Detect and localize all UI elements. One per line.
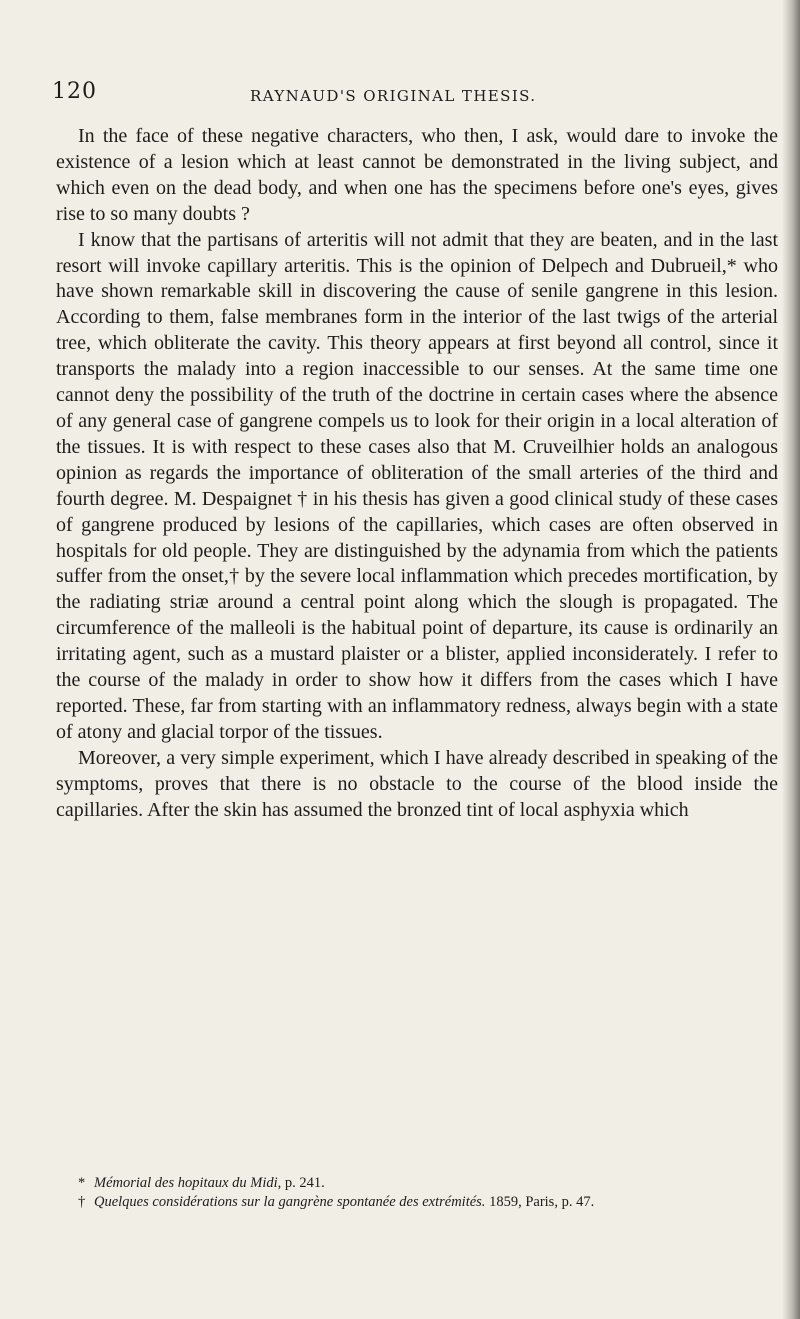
footnote-mark: * — [78, 1175, 86, 1191]
running-title: RAYNAUD'S ORIGINAL THESIS. — [250, 87, 537, 105]
footnotes — [56, 1174, 778, 1212]
paragraph: I know that the partisans of arteritis will not admit that they are beaten, and in the last resort will invoke capillary arteritis. This is the opinion of Delpech and Dubrueil,* who have shown remarkable skill in discovering the cause of senile gangrene in this lesion. According to them, false membranes form in the interior of the last twigs of the arterial tree, which obliterate the cavity. This theory appears at first beyond all control, since it transports the malady into a region inaccessible to our senses. At the same time one cannot deny the possibility of the truth of the doctrine in certain cases where the absence of any general case of gangrene compels us to look for their origin in a local alteration of the tissues. It is with respect to these cases also that M. Cruveilhier holds an analogous opinion as regards the importance of obliteration of the small arteries of the third and fourth degree. M. Despaignet † in his thesis has given a good clinical study of these cases of gangrene produced by lesions of the capillaries, which cases are often observed in hospitals for old people. They are distinguished by the adynamia from which the patients suffer from the onset,† by the severe local inflammation which precedes mortification, by the radiating striæ around a central point along which the slough is propagated. The circumference of the malleoli is the habitual point of departure, its cause is ordinarily an irritating agent, such as a mustard plaister or a blister, applied inconsiderately. I refer to the course of the malady in order to show how it differs from the cases which I have reported. These, far from starting with an inflammatory redness, always begin with a state of atony and glacial torpor of the tissues. — [56, 228, 778, 743]
paragraph: Moreover, a very simple experiment, which I have already described in speaking of the symptoms, proves that there is no obstacle to the course of the blood inside the capillaries. After the skin has assumed the bronzed tint of local asphyxia which — [56, 746, 778, 821]
page-edge-shadow — [782, 0, 800, 1319]
footnote-reference: 1859, Paris, p. 47. — [485, 1194, 595, 1210]
footnote-title: Quelques considérations sur la gangrène spontanée des extrémités. — [94, 1194, 486, 1210]
footnote-reference: p. 241. — [281, 1175, 325, 1191]
footnote — [56, 1193, 778, 1212]
footnote — [56, 1174, 778, 1193]
body-text — [56, 124, 778, 823]
footnote-title: Mémorial des hopitaux du Midi, — [94, 1175, 282, 1191]
page-number: 120 — [52, 79, 97, 104]
paragraph: In the face of these negative characters, who then, I ask, would dare to invoke the existence of a lesion which at least cannot be demonstrated in the living subject, and which even on the dead body, and when one has the specimens before one's eyes, gives rise to so many doubts ? — [56, 125, 778, 225]
footnote-mark: † — [78, 1194, 86, 1210]
